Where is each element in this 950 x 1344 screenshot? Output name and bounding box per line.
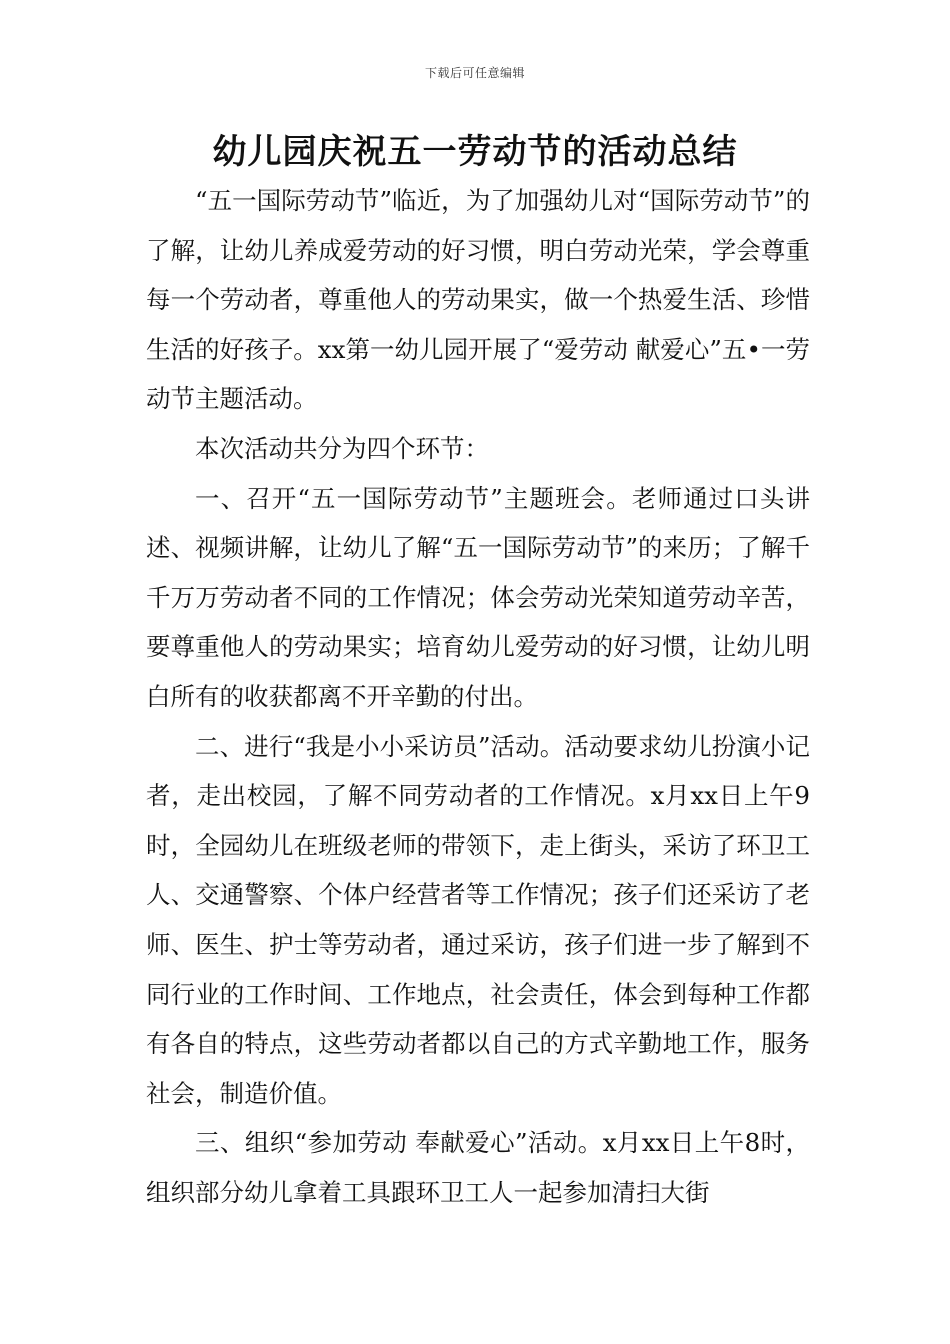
paragraph-section-1: 一、召开“五一国际劳动节”主题班会。老师通过口头讲述、视频讲解，让幼儿了解“五一国际劳动节”的来历；了解千千万万劳动者不同的工作情况；体会劳动光荣知道劳动辛苦，要尊重他人的劳动果实；培育幼儿爱劳动的好习惯，让幼儿明白所有的收获都离不开辛勤的付出。 [146,483,810,711]
paragraph-section-2: 二、进行“我是小小采访员”活动。活动要求幼儿扮演小记者，走出校园，了解不同劳动者的工作情况。x月xx日上午9时，全园幼儿在班级老师的带领下，走上街头，采访了环卫工人、交通警察、个体户经营者等工作情况；孩子们还采访了老师、医生、护士等劳动者，通过采访，孩子们进一步了解到不同行业的工作时间、工作地点，社会责任，体会到每种工作都有各自的特点，这些劳动者都以自己的方式辛勤地工作，服务社会，制造价值。 [146,731,810,1108]
document-body [146,176,810,1217]
paragraph-section-3: 三、组织“参加劳动 奉献爱心”活动。x月xx日上午8时，组织部分幼儿拿着工具跟环卫工人一起参加清扫大街 [146,1128,810,1207]
paragraph-intro: “五一国际劳动节”临近，为了加强幼儿对“国际劳动节”的了解，让幼儿养成爱劳动的好习惯，明白劳动光荣，学会尊重每一个劳动者，尊重他人的劳动果实，做一个热爱生活、珍惜生活的好孩子。xx第一幼儿园开展了“爱劳动 献爱心”五•一劳动节主题活动。 [146,186,810,414]
header-note: 下载后可任意编辑 [424,66,525,80]
paragraph-overview: 本次活动共分为四个环节： [195,433,489,463]
document-title: 幼儿园庆祝五一劳动节的活动总结 [212,132,738,172]
